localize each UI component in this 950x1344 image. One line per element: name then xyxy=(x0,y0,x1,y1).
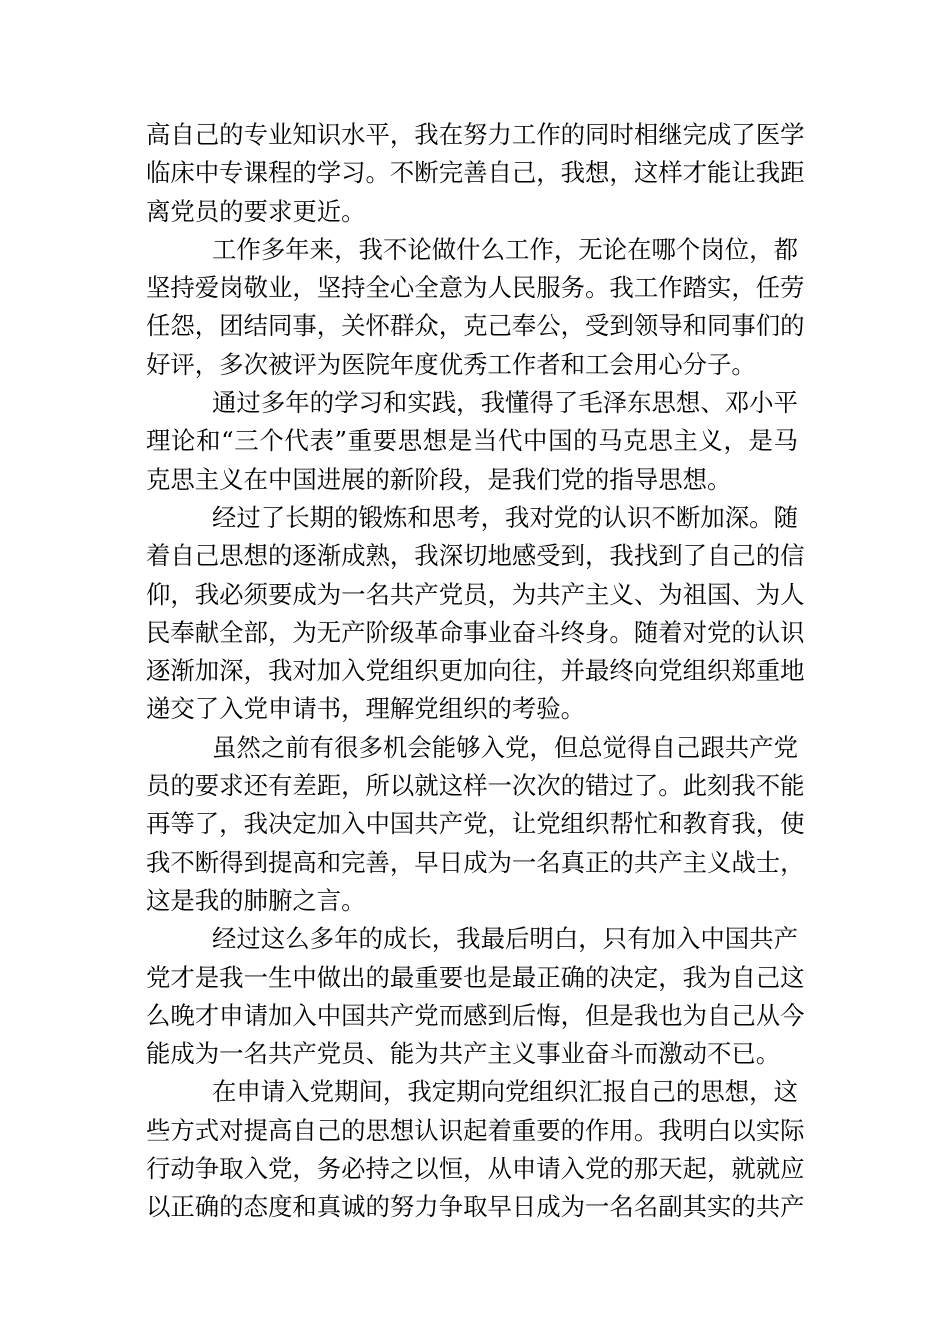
text-line: 好评，多次被评为医院年度优秀工作者和工会用心分子。 xyxy=(146,349,756,379)
text-line: 逐渐加深，我对加入党组织更加向往，并最终向党组织郑重地 xyxy=(146,656,805,686)
text-line: 理论和“三个代表”重要思想是当代中国的马克思主义，是马 xyxy=(146,426,798,456)
text-line: 虽然之前有很多机会能够入党，但总觉得自己跟共产党 xyxy=(212,732,798,762)
text-line: 么晚才申请加入中国共产党而感到后悔，但是我也为自己从今 xyxy=(146,1000,805,1030)
text-line: 着自己思想的逐渐成熟，我深切地感受到，我找到了自己的信 xyxy=(146,541,805,571)
text-line: 通过多年的学习和实践，我懂得了毛泽东思想、邓小平 xyxy=(212,388,798,418)
text-line: 工作多年来，我不论做什么工作，无论在哪个岗位，都 xyxy=(212,234,798,264)
text-line: 以正确的态度和真诚的努力争取早日成为一名名副其实的共产 xyxy=(146,1192,805,1222)
text-line: 临床中专课程的学习。不断完善自己，我想，这样才能让我距 xyxy=(146,158,805,188)
text-line: 仰，我必须要成为一名共产党员，为共产主义、为祖国、为人 xyxy=(146,579,805,609)
text-line: 能成为一名共产党员、能为共产主义事业奋斗而激动不已。 xyxy=(146,1039,781,1069)
text-line: 递交了入党申请书，理解党组织的考验。 xyxy=(146,694,586,724)
text-line: 经过了长期的锻炼和思考，我对党的认识不断加深。随 xyxy=(212,502,798,532)
text-line: 民奉献全部，为无产阶级革命事业奋斗终身。随着对党的认识 xyxy=(146,617,805,647)
text-line: 克思主义在中国进展的新阶段，是我们党的指导思想。 xyxy=(146,464,732,494)
text-line: 再等了，我决定加入中国共产党，让党组织帮忙和教育我，使 xyxy=(146,809,805,839)
text-line: 些方式对提高自己的思想认识起着重要的作用。我明白以实际 xyxy=(146,1115,805,1145)
text-line: 行动争取入党，务必持之以恒，从申请入党的那天起，就就应 xyxy=(146,1154,805,1184)
text-line: 我不断得到提高和完善，早日成为一名真正的共产主义战士， xyxy=(146,847,805,877)
text-line: 坚持爱岗敬业，坚持全心全意为人民服务。我工作踏实，任劳 xyxy=(146,273,805,303)
text-line: 在申请入党期间，我定期向党组织汇报自己的思想，这 xyxy=(212,1077,798,1107)
text-line: 党才是我一生中做出的最重要也是最正确的决定，我为自己这 xyxy=(146,962,805,992)
text-line: 这是我的肺腑之言。 xyxy=(146,885,366,915)
body-text xyxy=(146,116,805,1227)
text-line: 经过这么多年的成长，我最后明白，只有加入中国共产 xyxy=(212,924,798,954)
text-line: 离党员的要求更近。 xyxy=(146,196,366,226)
text-line: 任怨，团结同事，关怀群众，克己奉公，受到领导和同事们的 xyxy=(146,311,805,341)
text-line: 员的要求还有差距，所以就这样一次次的错过了。此刻我不能 xyxy=(146,771,805,801)
text-line: 高自己的专业知识水平，我在努力工作的同时相继完成了医学 xyxy=(146,120,805,149)
